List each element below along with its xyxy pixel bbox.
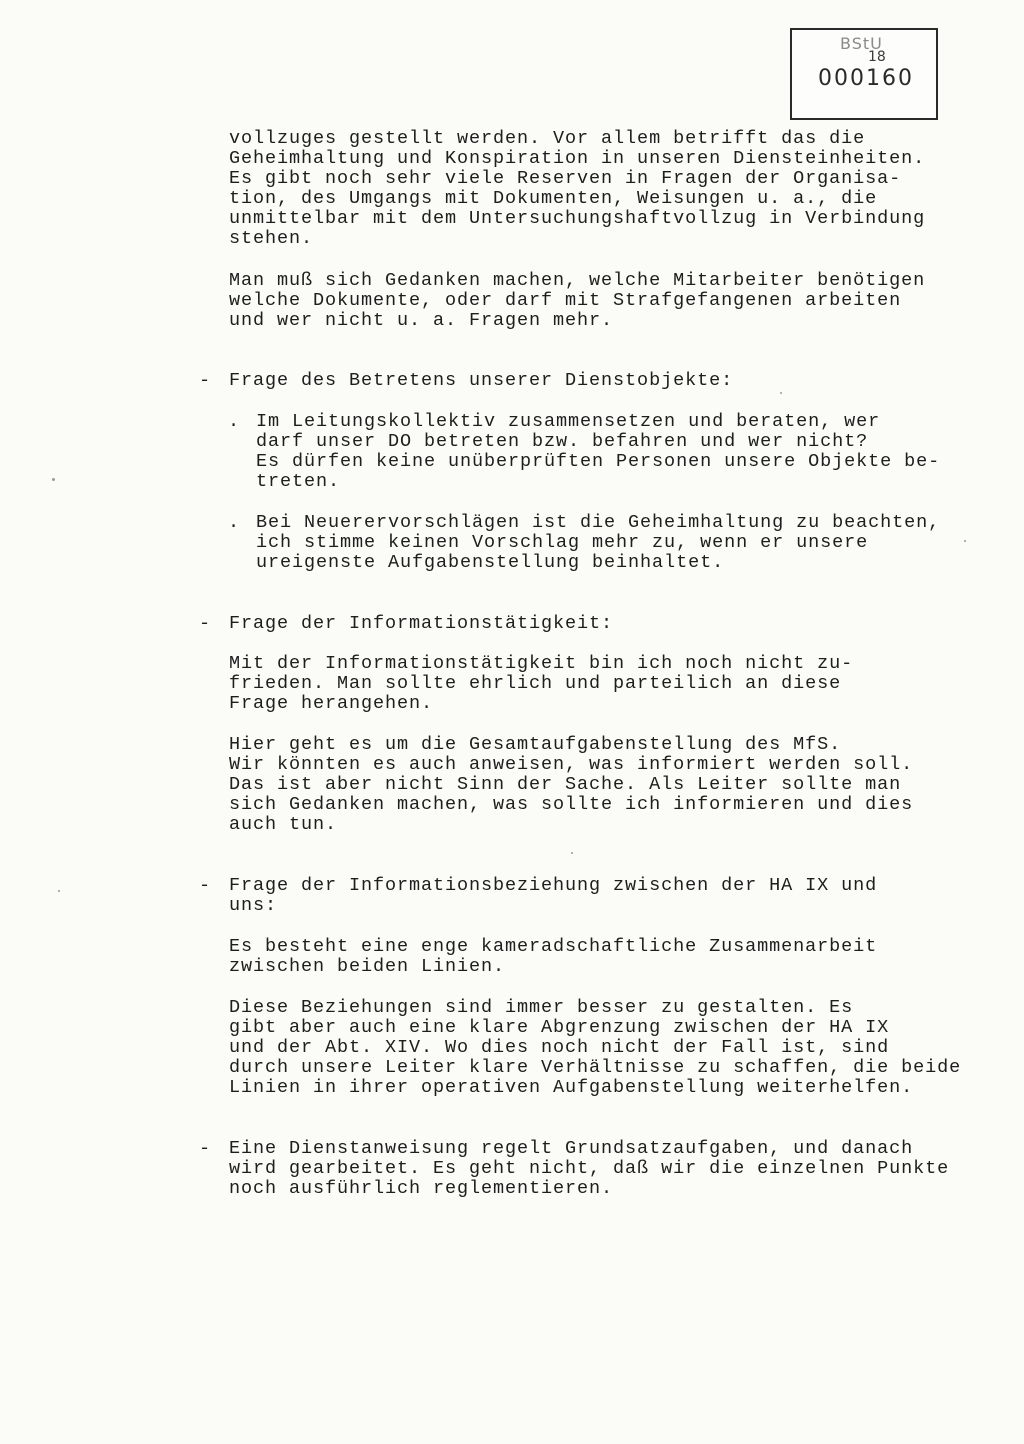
text-line: welche Dokumente, oder darf mit Strafgefangenen arbeiten bbox=[229, 290, 902, 311]
bullet-marker: . bbox=[228, 512, 240, 533]
dash-marker: - bbox=[199, 613, 211, 634]
text-line: Geheimhaltung und Konspiration in unseren Diensteinheiten. bbox=[229, 148, 926, 169]
scan-speck bbox=[58, 890, 60, 892]
text-line: ureigenste Aufgabenstellung beinhaltet. bbox=[256, 552, 725, 573]
text-line: Frage herangehen. bbox=[229, 693, 434, 714]
section-heading: Frage des Betretens unserer Dienstobjekte: bbox=[229, 370, 734, 391]
text-line: Es besteht eine enge kameradschaftliche Zusammenarbeit bbox=[229, 936, 878, 957]
dash-marker: - bbox=[199, 875, 211, 896]
stamp-document-number: 000160 bbox=[818, 66, 914, 91]
text-line: Mit der Informationstätigkeit bin ich noch nicht zu- bbox=[229, 653, 854, 674]
text-line: frieden. Man sollte ehrlich und parteilich an diese bbox=[229, 673, 842, 694]
text-line: Hier geht es um die Gesamtaufgabenstellung des MfS. bbox=[229, 734, 842, 755]
stamp-archive-label: BStU bbox=[840, 34, 883, 53]
text-line: Das ist aber nicht Sinn der Sache. Als Leiter sollte man bbox=[229, 774, 902, 795]
text-line: noch ausführlich reglementieren. bbox=[229, 1178, 614, 1199]
text-line: durch unsere Leiter klare Verhältnisse zu schaffen, die beide bbox=[229, 1057, 962, 1078]
section-heading: Frage der Informationstätigkeit: bbox=[229, 613, 614, 634]
bullet-marker: . bbox=[228, 411, 240, 432]
text-line: zwischen beiden Linien. bbox=[229, 956, 506, 977]
text-line: treten. bbox=[256, 471, 341, 492]
section-heading: Frage der Informationsbeziehung zwischen der HA IX und bbox=[229, 875, 878, 896]
text-line: wird gearbeitet. Es geht nicht, daß wir die einzelnen Punkte bbox=[229, 1158, 950, 1179]
text-line: gibt aber auch eine klare Abgrenzung zwischen der HA IX bbox=[229, 1017, 890, 1038]
text-line: stehen. bbox=[229, 228, 314, 249]
scan-speck bbox=[52, 478, 55, 481]
text-line: auch tun. bbox=[229, 814, 338, 835]
text-line: und wer nicht u. a. Fragen mehr. bbox=[229, 310, 614, 331]
dash-marker: - bbox=[199, 1138, 211, 1159]
stamp-page-number: 18 bbox=[868, 49, 886, 65]
scan-speck bbox=[964, 540, 966, 542]
text-line: Diese Beziehungen sind immer besser zu gestalten. Es bbox=[229, 997, 854, 1018]
text-line: Im Leitungskollektiv zusammensetzen und beraten, wer bbox=[256, 411, 881, 432]
dash-marker: - bbox=[199, 370, 211, 391]
text-line: und der Abt. XIV. Wo dies noch nicht der Fall ist, sind bbox=[229, 1037, 890, 1058]
text-line: darf unser DO betreten bzw. befahren und wer nicht? bbox=[256, 431, 869, 452]
scan-speck bbox=[571, 852, 573, 854]
text-line: Linien in ihrer operativen Aufgabenstellung weiterhelfen. bbox=[229, 1077, 914, 1098]
text-line: Es dürfen keine unüberprüften Personen unsere Objekte be- bbox=[256, 451, 941, 472]
text-line: sich Gedanken machen, was sollte ich informieren und dies bbox=[229, 794, 914, 815]
text-line: tion, des Umgangs mit Dokumenten, Weisungen u. a., die bbox=[229, 188, 878, 209]
text-line: Es gibt noch sehr viele Reserven in Fragen der Organisa- bbox=[229, 168, 902, 189]
section-heading: uns: bbox=[229, 895, 278, 916]
text-line: ich stimme keinen Vorschlag mehr zu, wenn er unsere bbox=[256, 532, 869, 553]
text-line: Eine Dienstanweisung regelt Grundsatzaufgaben, und danach bbox=[229, 1138, 914, 1159]
text-line: vollzuges gestellt werden. Vor allem betrifft das die bbox=[229, 128, 866, 149]
text-line: Wir könnten es auch anweisen, was informiert werden soll. bbox=[229, 754, 914, 775]
archive-stamp bbox=[790, 28, 938, 120]
scan-speck bbox=[780, 392, 782, 394]
text-line: Bei Neuerervorschlägen ist die Geheimhaltung zu beachten, bbox=[256, 512, 941, 533]
text-line: unmittelbar mit dem Untersuchungshaftvollzug in Verbindung bbox=[229, 208, 926, 229]
text-line: Man muß sich Gedanken machen, welche Mitarbeiter benötigen bbox=[229, 270, 926, 291]
